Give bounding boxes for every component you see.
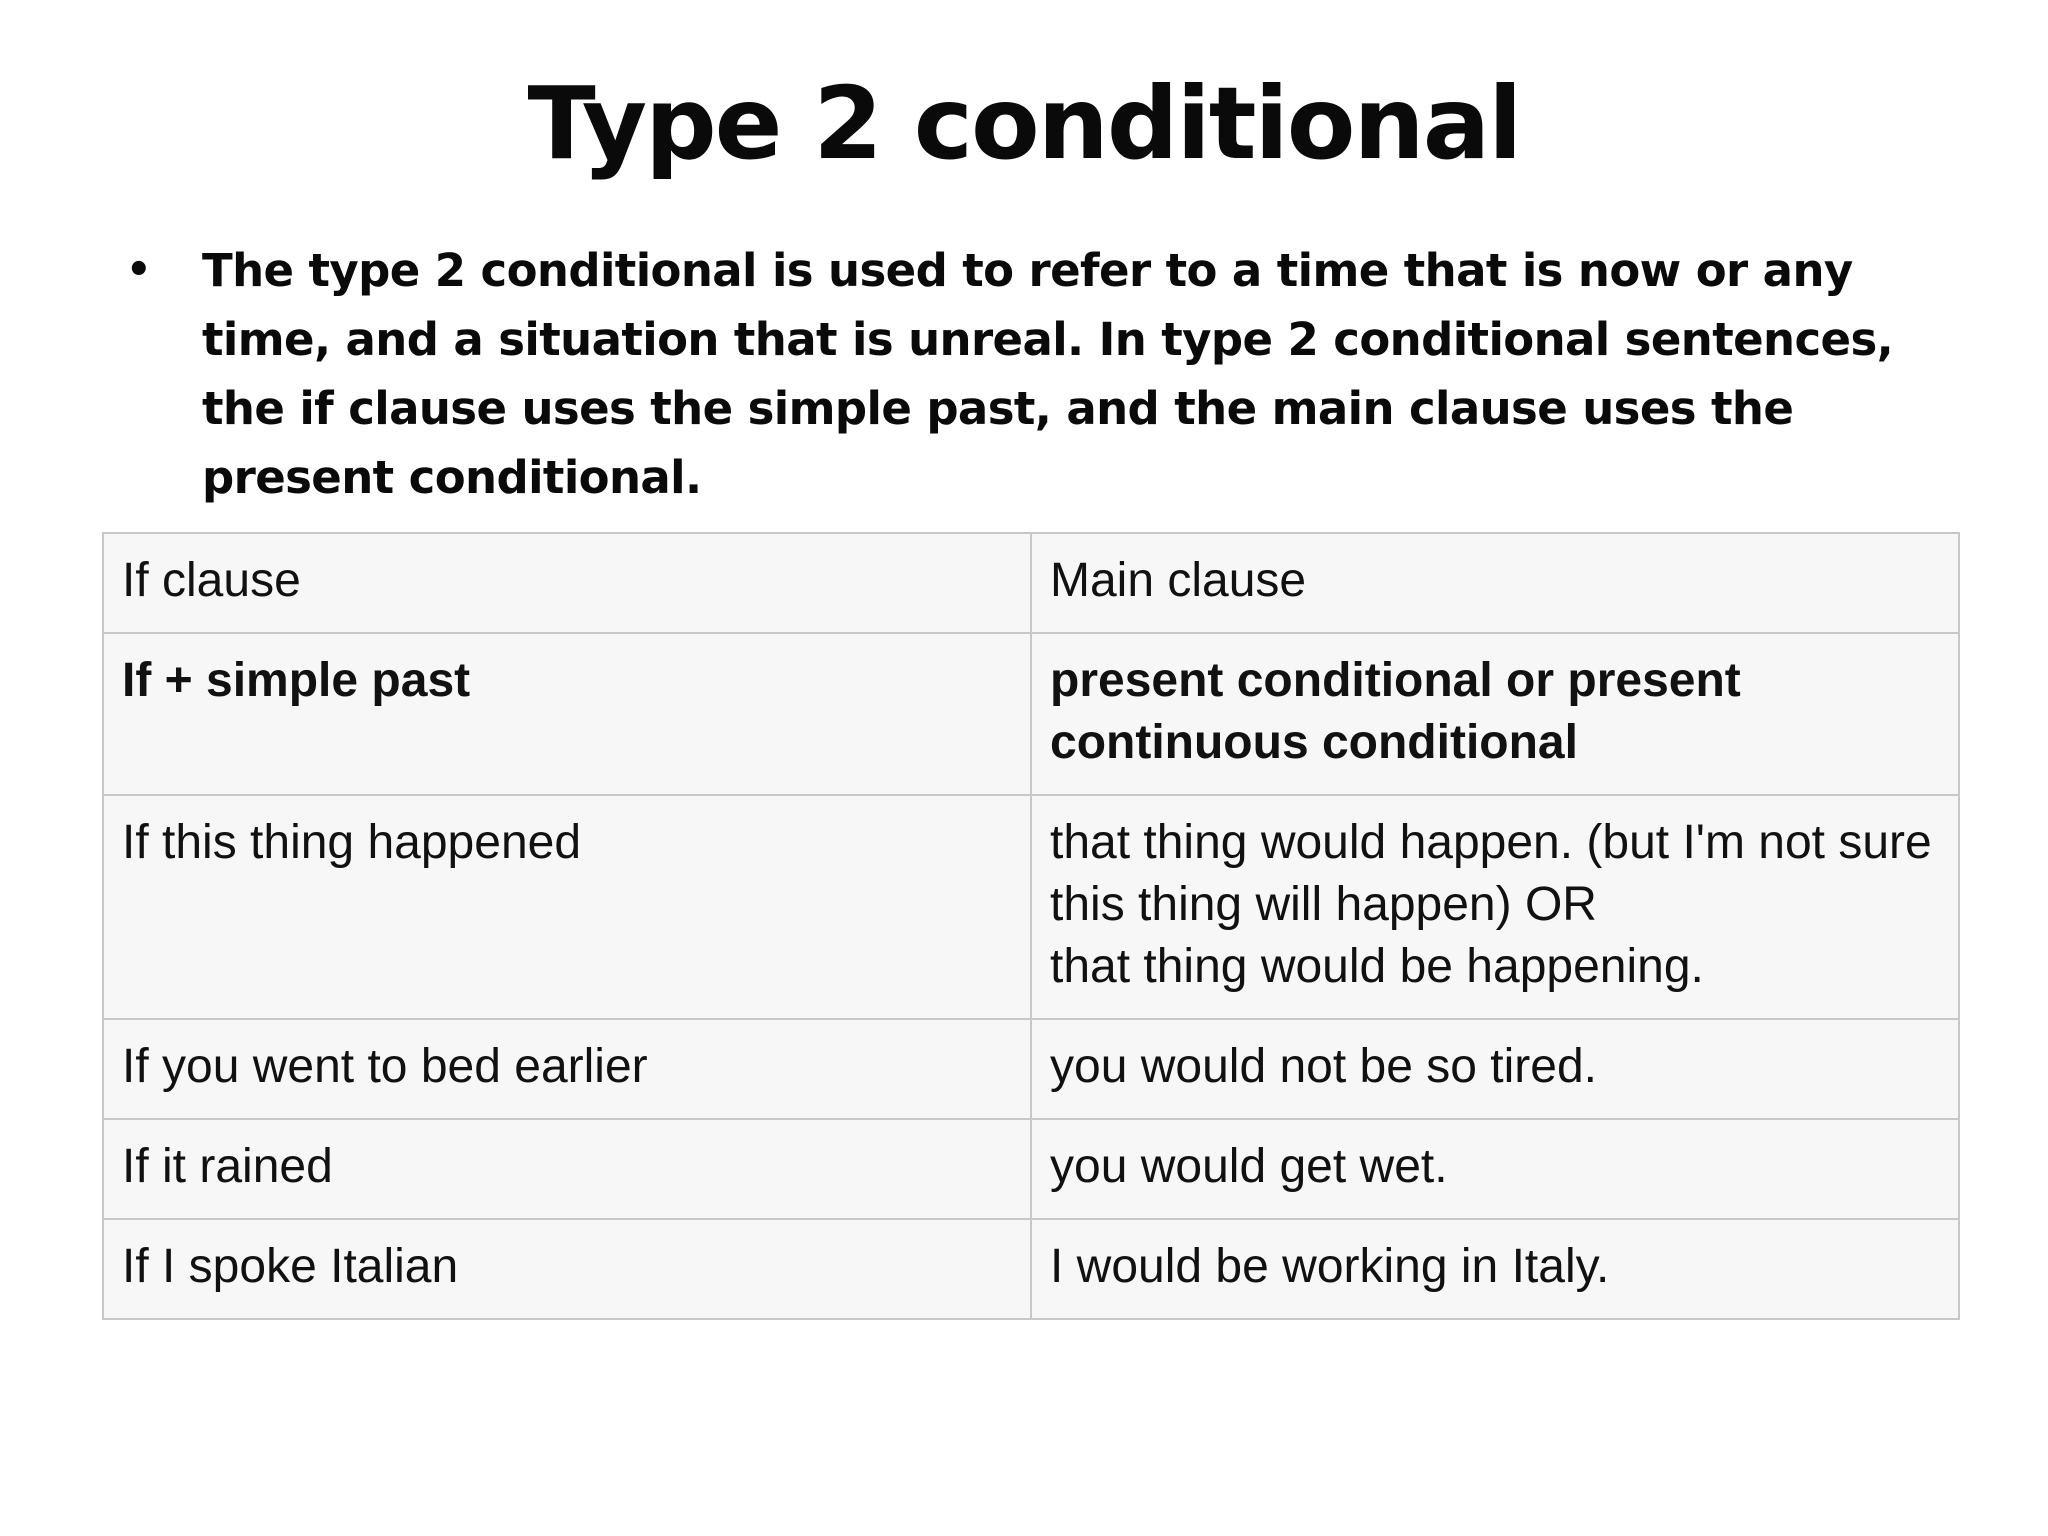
header-if-clause: If clause	[103, 533, 1031, 633]
bullet-list	[120, 236, 1920, 512]
bullet-item	[120, 236, 1920, 512]
pattern-if-clause: If + simple past	[103, 633, 1031, 795]
pattern-main-clause: present conditional or present continuous conditional	[1031, 633, 1959, 795]
conditional-table	[102, 532, 1960, 1320]
example-if-clause: If you went to bed earlier	[103, 1019, 1031, 1119]
table-row	[103, 795, 1959, 1019]
example-if-clause: If this thing happened	[103, 795, 1031, 1019]
example-if-clause: If I spoke Italian	[103, 1219, 1031, 1319]
slide-title: Type 2 conditional	[527, 65, 1521, 182]
example-if-clause: If it rained	[103, 1119, 1031, 1219]
table-pattern-row	[103, 633, 1959, 795]
table-row	[103, 1119, 1959, 1219]
header-main-clause: Main clause	[1031, 533, 1959, 633]
example-main-clause: I would be working in Italy.	[1031, 1219, 1959, 1319]
example-main-clause-line: that thing would be happening.	[1050, 940, 1704, 993]
conditional-table-container	[102, 532, 1958, 1320]
table-row	[103, 1019, 1959, 1119]
table-row	[103, 1219, 1959, 1319]
bullet-text: The type 2 conditional is used to refer to a time that is now or any time, and a situation that is unreal. In type 2 conditional sentences, the if clause uses the simple past, and the main clause uses the present conditional.	[202, 244, 1894, 504]
bullet-marker: •	[126, 247, 151, 293]
table-header-row	[103, 533, 1959, 633]
example-main-clause: you would get wet.	[1031, 1119, 1959, 1219]
example-main-clause-line: that thing would happen. (but I'm not sure this thing will happen) OR	[1050, 816, 1932, 931]
example-main-clause	[1031, 795, 1959, 1019]
example-main-clause: you would not be so tired.	[1031, 1019, 1959, 1119]
